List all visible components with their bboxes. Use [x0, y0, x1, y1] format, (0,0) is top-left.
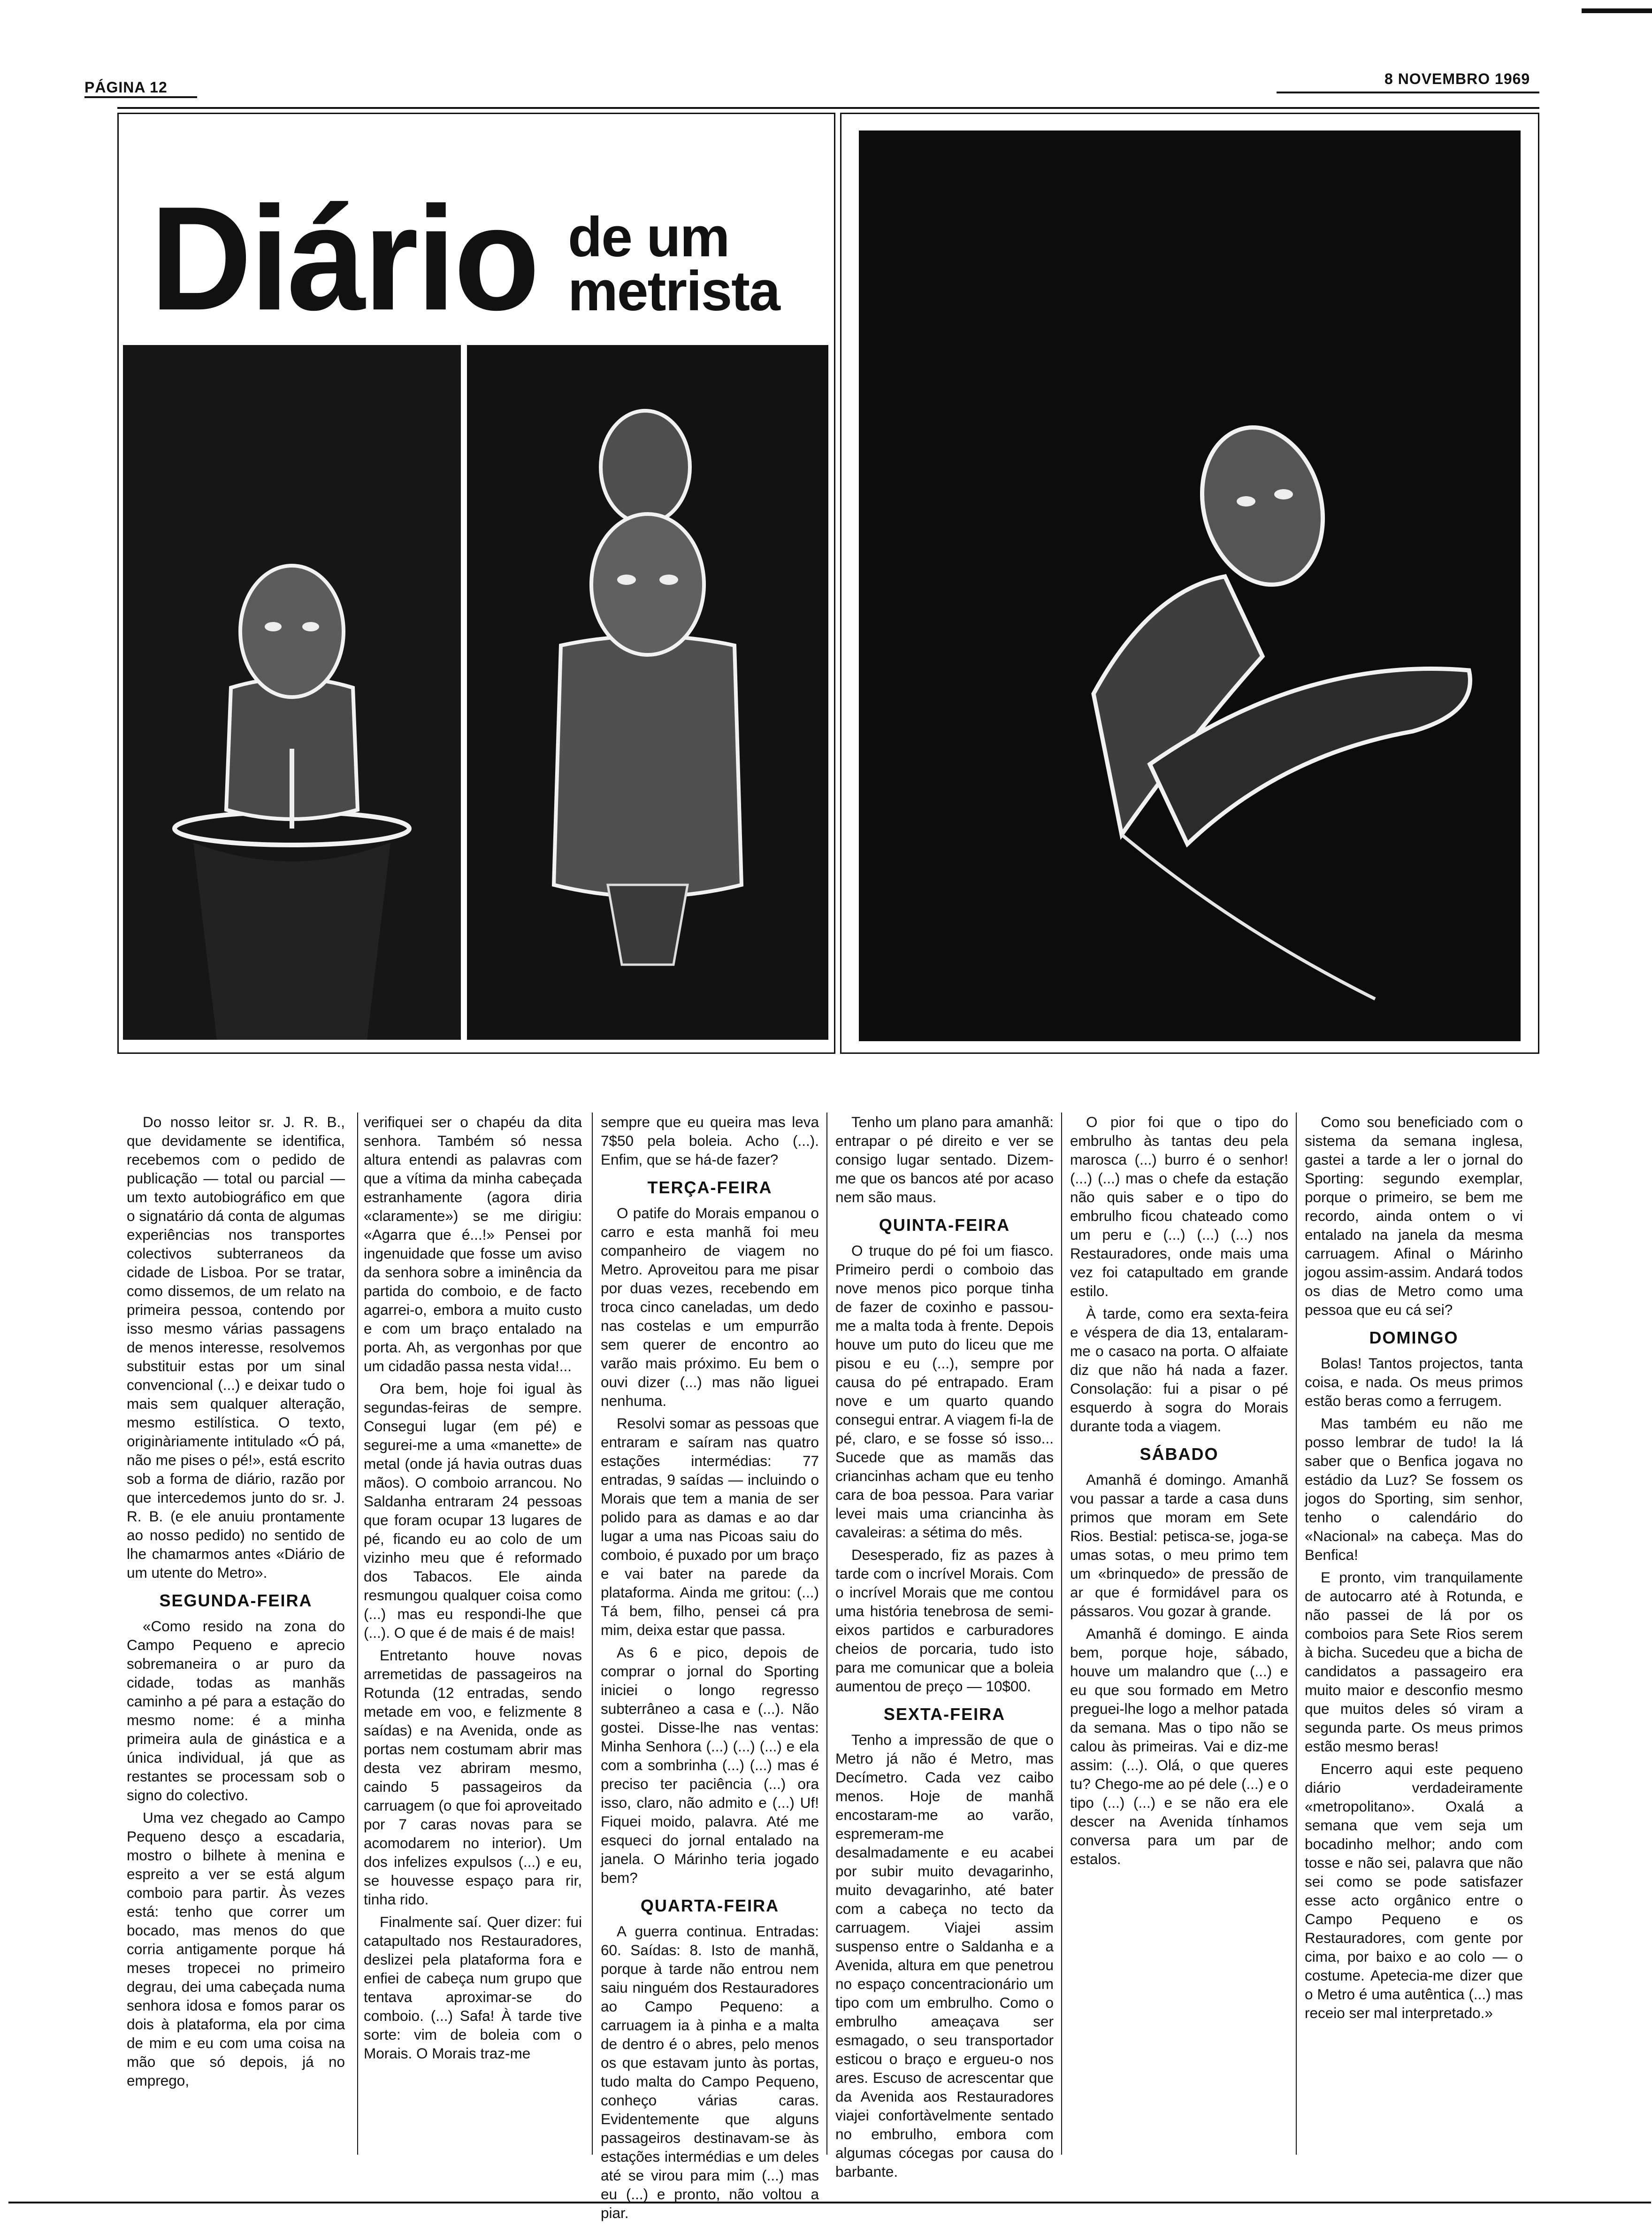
paragraph: O truque do pé foi um fiasco. Primeiro perdi o comboio das nove menos pico porque tinha de fazer de coxinho e passou-me a malta toda à frente. Depois houve um puto do liceu que me pisou e eu (...), sempre por causa do pé entrapado. Eram nove e um quarto quando consegui entrar. A viagem fi-la de pé, claro, e se fosse só isso... Sucede que as mamãs das criancinhas acham que eu tenho cara de boa pessoa. Para variar levei mais uma criancinha às cavaleiras: a sétima do mês.: [835, 1242, 1054, 1541]
paragraph: A guerra continua. Entradas: 60. Saídas: 8. Isto de manhã, porque à tarde não entrou nem saiu ninguém dos Restauradores ao Campo Pequeno: a carruagem ia à pinha e a malta de dentro é o abres, pelo menos os que estavam junto às portas, tudo malta do Campo Pequeno, conheço várias caras. Evidentemente que alguns passageiros destinavam-se às estações intermédias e um deles até se virou para mim (...) mas eu (...) e pronto, não voltou a piar.: [601, 1923, 819, 2221]
paragraph: O patife do Morais empanou o carro e esta manhã foi meu companheiro de viagem no Metro. Aproveitou para me pisar por duas vezes, recebendo em troca cinco caneladas, um dedo nas costelas e um empurrão sem querer de encontro ao varão mais próximo. Eu bem o ouvi dizer (...) mas não liguei nenhuma.: [601, 1205, 819, 1409]
photo-statue-single: [123, 345, 461, 1040]
feature-top-rule: [117, 107, 1539, 109]
paragraph: Uma vez chegado ao Campo Pequeno desço a escadaria, mostro o bilhete à menina e espreito a ver se está algum comboio para partir. Às vezes está: tenho que correr um bocado, mas menos do que corria antigamente porque há meses tropecei no primeiro degrau, dei uma cabeçada numa senhora idosa e fomos parar os dois à plataforma, ela por cima de mim e eu com uma coisa na mão que só depois, já no emprego,: [127, 1809, 345, 2089]
paragraph: Desesperado, fiz as pazes à tarde com o incrível Morais. Com o incrível Morais que me contou uma história tenebrosa de semi-eixos partidos e carburadores cheios de porcaria, tudo isto para me comunicar que a boleia aumentou de preço — 10$00.: [835, 1546, 1054, 1695]
statue-double-photo: [467, 345, 828, 1040]
paragraph: verifiquei ser o chapéu da dita senhora. Também só nessa altura entendi as palavras com que a vítima da minha cabeçada estranhamente (agora diria «claramente») se me dirigiu: «Agarra que é...!» Pensei por ingenuidade que fosse um aviso da senhora sobre a iminência da partida do comboio, e de facto agarrei-o, embora a muito custo e com um braço entalado na porta. Ah, as vergonhas por que um cidadão passa nesta vida!...: [364, 1113, 582, 1374]
intro-paragraph: Do nosso leitor sr. J. R. B., que devidamente se identifica, recebemos com o pedido de publicação — total ou parcial — um texto autobiográfico em que o signatário dá conta de algumas experiências nos transportes colectivos subterraneos da cidade de Lisboa. Por se tratar, como dissemos, de um relato na primeira pessoa, contendo por isso mesmo várias passagens de menos interesse, resolvemos substituir estas por um sinal convencional (...) e deixar tudo o mais sem qualquer alteração, mesmo estilística. O texto, originàriamente intitulado «Ó pá, não me pises o pé!», está escrito sob a forma de diário, razão por que intercedemos junto do sr. J. R. B. (e ele anuiu prontamente ao nosso pedido) no sentido de lhe chamarmos antes «Diário de um utente do Metro».: [127, 1113, 345, 1581]
heading-terca-feira: TERÇA-FEIRA: [647, 1178, 772, 1197]
paragraph: Como sou beneficiado com o sistema da semana inglesa, gastei a tarde a ler o jornal do Sporting: segundo exemplar, porque o primeiro, se bem me recordo, ainda ontem o vi entalado na janela da mesma carruagem. Afinal o Márinho jogou assim-assim. Andará todos os dias de Metro como uma pessoa que eu cá sei?: [1305, 1113, 1523, 1318]
article-column-2: [364, 1113, 582, 2066]
article-column-5: [1070, 1113, 1288, 1872]
column-rule-5: [1296, 1113, 1297, 2155]
paragraph: Amanhã é domingo. Amanhã vou passar a tarde a casa duns primos que moram em Sete Rios. Bestial: petisca-se, joga-se umas sotas, o meu primo tem um «brinquedo» de pressão de ar que é formidável para os pássaros. Vou gozar à grande.: [1070, 1471, 1288, 1620]
heading-sexta-feira: SEXTA-FEIRA: [883, 1704, 1006, 1724]
paragraph: Tenho a impressão de que o Metro já não é Metro, mas Decímetro. Cada vez caibo menos. Hoje de manhã encostaram-me ao varão, espremeram-me desalmadamente e eu acabei por subir muito devagarinho, muito devagarinho, até bater com a cabeça no tecto da carruagem. Viajei assim suspenso entre o Saldanha e a Avenida, altura em que penetrou no espaço concentracionário um tipo com um embrulho. Como o embrulho ameaçava ser esmagado, o seu transportador esticou o braço e ergueu-o nos ares. Escuso de acrescentar que da Avenida aos Restauradores viajei confortàvelmente sentado no embrulho, embora com algumas cócegas por causa do barbante.: [835, 1731, 1054, 2180]
paragraph: O pior foi que o tipo do embrulho às tantas deu pela marosca (...) burro é o senhor! (...) (...) mas o chefe da estação não quis saber e o tipo do embrulho ficou chateado como um peru e (...) (...) (...) nos Restauradores, onde mais uma vez foi catapultado em grande estilo.: [1070, 1113, 1288, 1299]
paragraph: E pronto, vim tranquilamente de autocarro até à Rotunda, e não passei de lá por os comboios para Sete Rios serem à bicha. Sucedeu que a bicha de candidatos a passageiro era muito maior e desconfio mesmo que muitos deles só viram a segunda parte. Os meus primos estão mesmo beras!: [1305, 1569, 1523, 1755]
photo-statue-double: [467, 345, 828, 1040]
paragraph: À tarde, como era sexta-feira e véspera de dia 13, entalaram-me o casaco na porta. O alfaiate diz que não há nada a fazer. Consolação: fui a pisar o pé esquerdo à sogra do Morais durante toda a viagem.: [1070, 1305, 1288, 1435]
paragraph: «Como resido na zona do Campo Pequeno e aprecio sobremaneira o ar puro da cidade, todas as manhãs caminho a pé para a estação do mesmo nome: é a minha primeira aula de ginástica e a única individual, já que as restantes se processam sob o signo do colectivo.: [127, 1618, 345, 1804]
article-column-4: [835, 1113, 1054, 2185]
paragraph: Ora bem, hoje foi igual às segundas-feiras de sempre. Consegui lugar (em pé) e segurei-me a uma «manette» de metal (onde já havia outras duas mãos). O comboio arrancou. No Saldanha entraram 24 pessoas que foram ocupar 13 lugares de pé, ficando eu ao colo de um vizinho meu que é reformado dos Tabacos. Ele ainda resmungou qualquer coisa como (...) mas eu respondi-lhe que (...). O que é de mais é de mais!: [364, 1380, 582, 1641]
paragraph: Bolas! Tantos projectos, tanta coisa, e nada. Os meus primos estão beras como a ferrugem.: [1305, 1355, 1523, 1409]
photo-statue-reclining: [859, 130, 1521, 1041]
paragraph: As 6 e pico, depois de comprar o jornal do Sporting iniciei o longo regresso subterrâneo a casa e (...). Não gostei. Disse-lhe nas ventas: Minha Senhora (...) (...) (...) e ela com a sombrinha (...) (...) mas é preciso ter paciência (...) ora isso, claro, não admito e (...) Uf! Fiquei moido, palavra. Até me esqueci do jornal entalado na janela. O Márinho teria jogado bem?: [601, 1644, 819, 1886]
heading-quarta-feira: QUARTA-FEIRA: [640, 1896, 780, 1915]
header-rule-left: [84, 96, 197, 98]
column-rule-4: [1061, 1113, 1062, 2155]
article-column-1: [127, 1113, 345, 2094]
heading-quinta-feira: QUINTA-FEIRA: [879, 1215, 1010, 1235]
paragraph: Tenho um plano para amanhã: entrapar o pé direito e ver se consigo lugar sentado. Dizem-me que os bancos até por acaso nem são maus.: [835, 1113, 1054, 1205]
column-rule-2: [592, 1113, 593, 2155]
paragraph: Amanhã é domingo. E ainda bem, porque hoje, sábado, houve um malandro que (...) e eu que sou formado em Metro preguei-lhe logo a melhor patada da semana. Mas o tipo não se calou às primeiras. Vai e diz-me assim: (...). Olá, o que queres tu? Chego-me ao pé dele (...) e o tipo (...) (...) e se não era ele descer na Avenida tínhamos conversa para um par de estalos.: [1070, 1625, 1288, 1867]
top-corner-mark: [1582, 8, 1652, 13]
column-rule-3: [826, 1113, 827, 2155]
paragraph: sempre que eu queira mas leva 7$50 pela boleia. Acho (...). Enfim, que se há-de fazer?: [601, 1113, 819, 1168]
paragraph: Resolvi somar as pessoas que entraram e saíram nas quatro estações intermédias: 77 entradas, 9 saídas — incluindo o Morais que tem a mania de ser polido para as damas e ao dar lugar a uma nas Picoas saiu do comboio, é puxado por um braço e vai bater na parede da plataforma. Ainda me gritou: (...) Tá bem, filho, pensei cá pra mim, deixa estar que passa.: [601, 1415, 819, 1638]
article-column-6: [1305, 1113, 1523, 2026]
heading-sabado: SÁBADO: [1140, 1444, 1219, 1464]
paragraph: Mas também eu não me posso lembrar de tudo! Ia lá saber que o Benfica jogava no estádio da Luz? Se fossem os jogos do Sporting, sim senhor, tenho o calendário do «Nacional» na cabeça. Mas do Benfica!: [1305, 1415, 1523, 1563]
column-rule-1: [357, 1113, 358, 2155]
issue-date: 8 NOVEMBRO 1969: [1384, 70, 1530, 87]
header-rule-right: [1277, 92, 1539, 93]
heading-domingo: DOMINGO: [1369, 1328, 1459, 1347]
statue-single-photo: [123, 345, 461, 1040]
paragraph: Entretanto houve novas arremetidas de passageiros na Rotunda (12 entradas, sendo metade em voo, e felizmente 8 saídas) e na Avenida, onde as portas nem costumam abrir mas desta vez abriram mesmo, caindo 5 passageiros da carruagem (o que foi aproveitado por 7 caras novas para se acomodarem no interior). Um dos infelizes expulsos (...) e eu, se houvesse espaço para rir, tinha rido.: [364, 1647, 582, 1908]
paragraph: Finalmente saí. Quer dizer: fui catapultado nos Restauradores, deslizei pela plataforma fora e enfiei de cabeça num grupo que tentava aproximar-se do comboio. (...) Safa! À tarde tive sorte: vim de boleia com o Morais. O Morais traz-me: [364, 1913, 582, 2062]
headline-metrista: metrista: [568, 260, 780, 322]
headline-de-um: de um: [568, 206, 729, 269]
article-column-3: [601, 1113, 819, 2226]
headline-diario: Diário: [150, 175, 538, 341]
page-number: PÁGINA 12: [84, 79, 168, 96]
heading-segunda-feira: SEGUNDA-FEIRA: [159, 1591, 313, 1610]
statue-reclining-photo: [859, 130, 1521, 1041]
bottom-rule: [8, 2202, 1651, 2203]
paragraph: Encerro aqui este pequeno diário verdadeiramente «metropolitano». Oxalá a semana que vem seja um bocadinho melhor; ando com tosse e não sei, palavra que não sei como se pode satisfazer esse acto orgânico entre o Campo Pequeno e os Restauradores, com gente por cima, por baixo e ao colo — o costume. Apetecia-me dizer que o Metro é uma autêntica (...) mas receio ser mal interpretado.»: [1305, 1760, 1523, 2021]
